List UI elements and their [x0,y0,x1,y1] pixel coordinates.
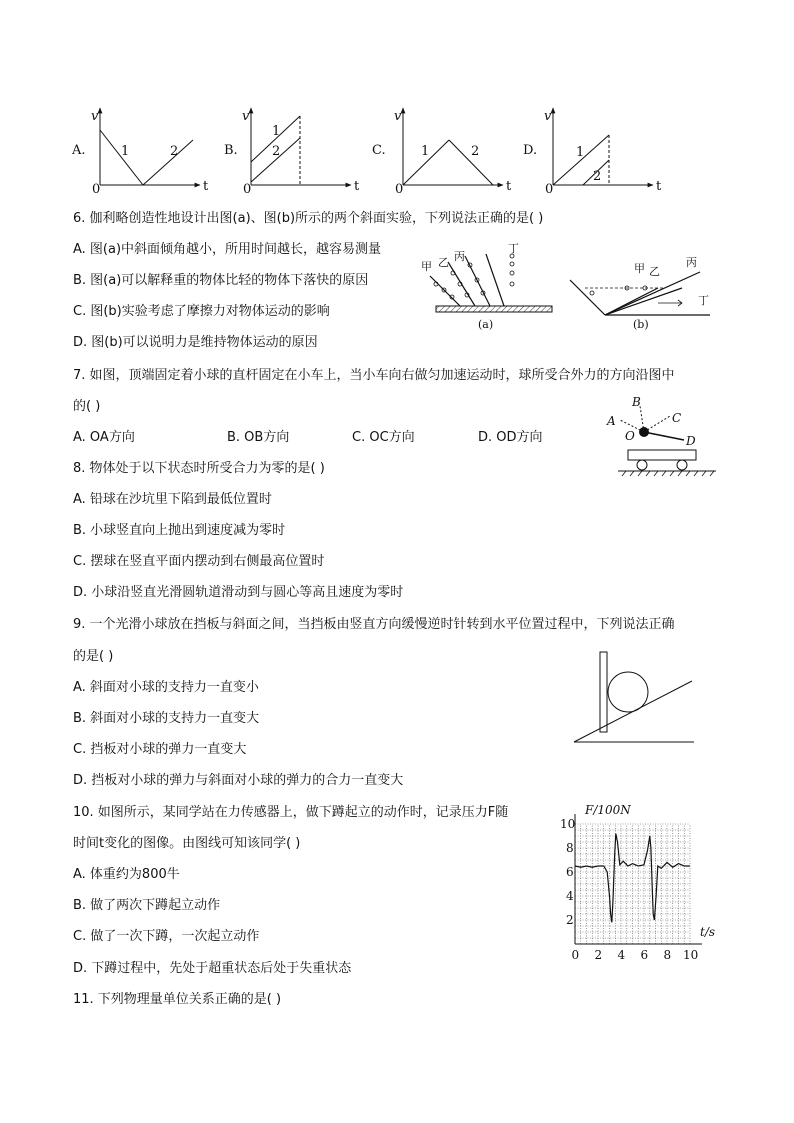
q6-fig-b-jia: 甲 [634,262,645,275]
graph-a-label-1: 1 [121,144,130,159]
q7-label-b: B [632,395,641,409]
q6-option-a: A. 图(a)中斜面倾角越小，所用时间越长，越容易测量 [73,242,382,257]
q7-option-b: B. OB方向 [227,430,290,445]
q6-fig-a-jia: 甲 [421,260,432,273]
x-axis-label: t/s [700,925,716,939]
y-tick-label: 2 [566,913,574,927]
graph-a-t-label: t [203,179,209,194]
q9-incline-figure [568,646,698,746]
force-time-chart [555,800,725,965]
graph-b-origin: 0 [243,182,252,197]
q9-option-c: C. 挡板对小球的弹力一直变大 [73,742,247,757]
graph-a-line-2 [143,140,193,185]
q9-stem-line2: 的是( ) [73,649,114,664]
q8-option-d: D. 小球沿竖直光滑圆轨道滑动到与圆心等高且速度为零时 [73,585,404,600]
q10-option-a: A. 体重约为800牛 [73,867,180,882]
graph-a-letter: A. [72,143,86,158]
q6-option-d: D. 图(b)可以说明力是维持物体运动的原因 [73,335,318,350]
q6-fig-a-caption: (a) [478,318,494,331]
q7-label-c: C [672,411,682,425]
graph-d-letter: D. [523,143,538,158]
q6-option-c: C. 图(b)实验考虑了摩擦力对物体运动的影响 [73,304,330,319]
q9-option-a: A. 斜面对小球的支持力一直变小 [73,680,259,695]
x-tick-label: 4 [617,948,626,962]
q8-option-c: C. 摆球在竖直平面内摆动到右侧最高位置时 [73,554,325,569]
graph-c-label-1: 1 [421,144,430,159]
q6-fig-a-yi: 乙 [438,256,449,269]
y-tick-label: 10 [560,817,576,831]
q6-option-b: B. 图(a)可以解释重的物体比轻的物体下落快的原因 [73,273,369,288]
x-tick-label: 10 [683,948,699,962]
q8-option-b: B. 小球竖直向上抛出到速度减为零时 [73,523,286,538]
graph-c-letter: C. [372,143,386,158]
q7-stem-line1: 7. 如图，顶端固定着小球的直杆固定在小车上，当小车向右做匀加速运动时，球所受合外力的方向沿图中 [73,368,675,383]
graph-b-t-label: t [354,179,360,194]
q7-option-c: C. OC方向 [352,430,415,445]
graph-d-t-label: t [656,179,662,194]
graph-a-origin: 0 [92,182,101,197]
y-tick-label: 8 [566,841,574,855]
graph-b-v-label: v [242,109,250,124]
x-tick-label: 0 [571,948,580,962]
q8-stem: 8. 物体处于以下状态时所受合力为零的是( ) [73,461,325,476]
x-tick-label: 2 [594,948,603,962]
x-tick-label: 6 [640,948,649,962]
q6-fig-b-ding: 丁 [698,294,709,307]
vt-graphs-row [0,95,794,205]
q10-stem-line2: 时间t变化的图像。由图线可知该同学( ) [73,836,301,851]
graph-a-label-2: 2 [170,144,179,159]
q9-option-b: B. 斜面对小球的支持力一直变大 [73,711,260,726]
q10-option-c: C. 做了一次下蹲，一次起立动作 [73,929,260,944]
q7-cart-figure [604,392,724,484]
q9-option-d: D. 挡板对小球的弹力与斜面对小球的弹力的合力一直变大 [73,773,404,788]
x-tick-label: 8 [663,948,672,962]
y-tick-label: 6 [566,865,574,879]
q7-label-d: D [686,434,696,448]
graph-d-label-1: 1 [576,145,585,160]
graph-c-origin: 0 [395,182,404,197]
q6-fig-a-bing: 丙 [454,250,465,263]
q7-option-d: D. OD方向 [478,430,543,445]
q6-fig-a-ding: 丁 [508,242,519,255]
graph-b-letter: B. [224,143,238,158]
graph-c-v-label: v [394,109,402,124]
graph-a-v-label: v [91,109,99,124]
graph-d-v-label: v [544,109,552,124]
q9-stem-line1: 9. 一个光滑小球放在挡板与斜面之间，当挡板由竖直方向缓慢逆时针转到水平位置过程中，下列说法正确 [73,617,675,632]
q7-option-a: A. OA方向 [73,430,135,445]
q6-fig-b-caption: (b) [633,318,649,331]
graph-c-label-2: 2 [471,144,480,159]
q8-option-a: A. 铅球在沙坑里下陷到最低位置时 [73,492,272,507]
q11-stem: 11. 下列物理量单位关系正确的是( ) [73,992,282,1007]
q7-label-o: O [625,429,635,443]
q6-fig-b-yi: 乙 [649,265,660,278]
graph-b-label-1: 1 [272,124,281,139]
q7-stem-line2: 的( ) [73,399,101,414]
q6-fig-b-bing: 丙 [686,256,697,269]
graph-d-origin: 0 [545,182,554,197]
graph-d-label-2: 2 [593,169,602,184]
y-axis-label: F/100N [585,803,631,817]
y-tick-label: 4 [566,889,574,903]
graph-c-t-label: t [506,179,512,194]
q6-figure [420,240,716,335]
q6-stem: 6. 伽利略创造性地设计出图(a)、图(b)所示的两个斜面实验，下列说法正确的是( ) [73,211,544,226]
graph-b-label-2: 2 [272,144,281,159]
q10-option-d: D. 下蹲过程中，先处于超重状态后处于失重状态 [73,961,352,976]
q10-option-b: B. 做了两次下蹲起立动作 [73,898,221,913]
q10-stem-line1: 10. 如图所示，某同学站在力传感器上，做下蹲起立的动作时，记录压力F随 [73,805,509,820]
q7-label-a: A [607,414,616,428]
